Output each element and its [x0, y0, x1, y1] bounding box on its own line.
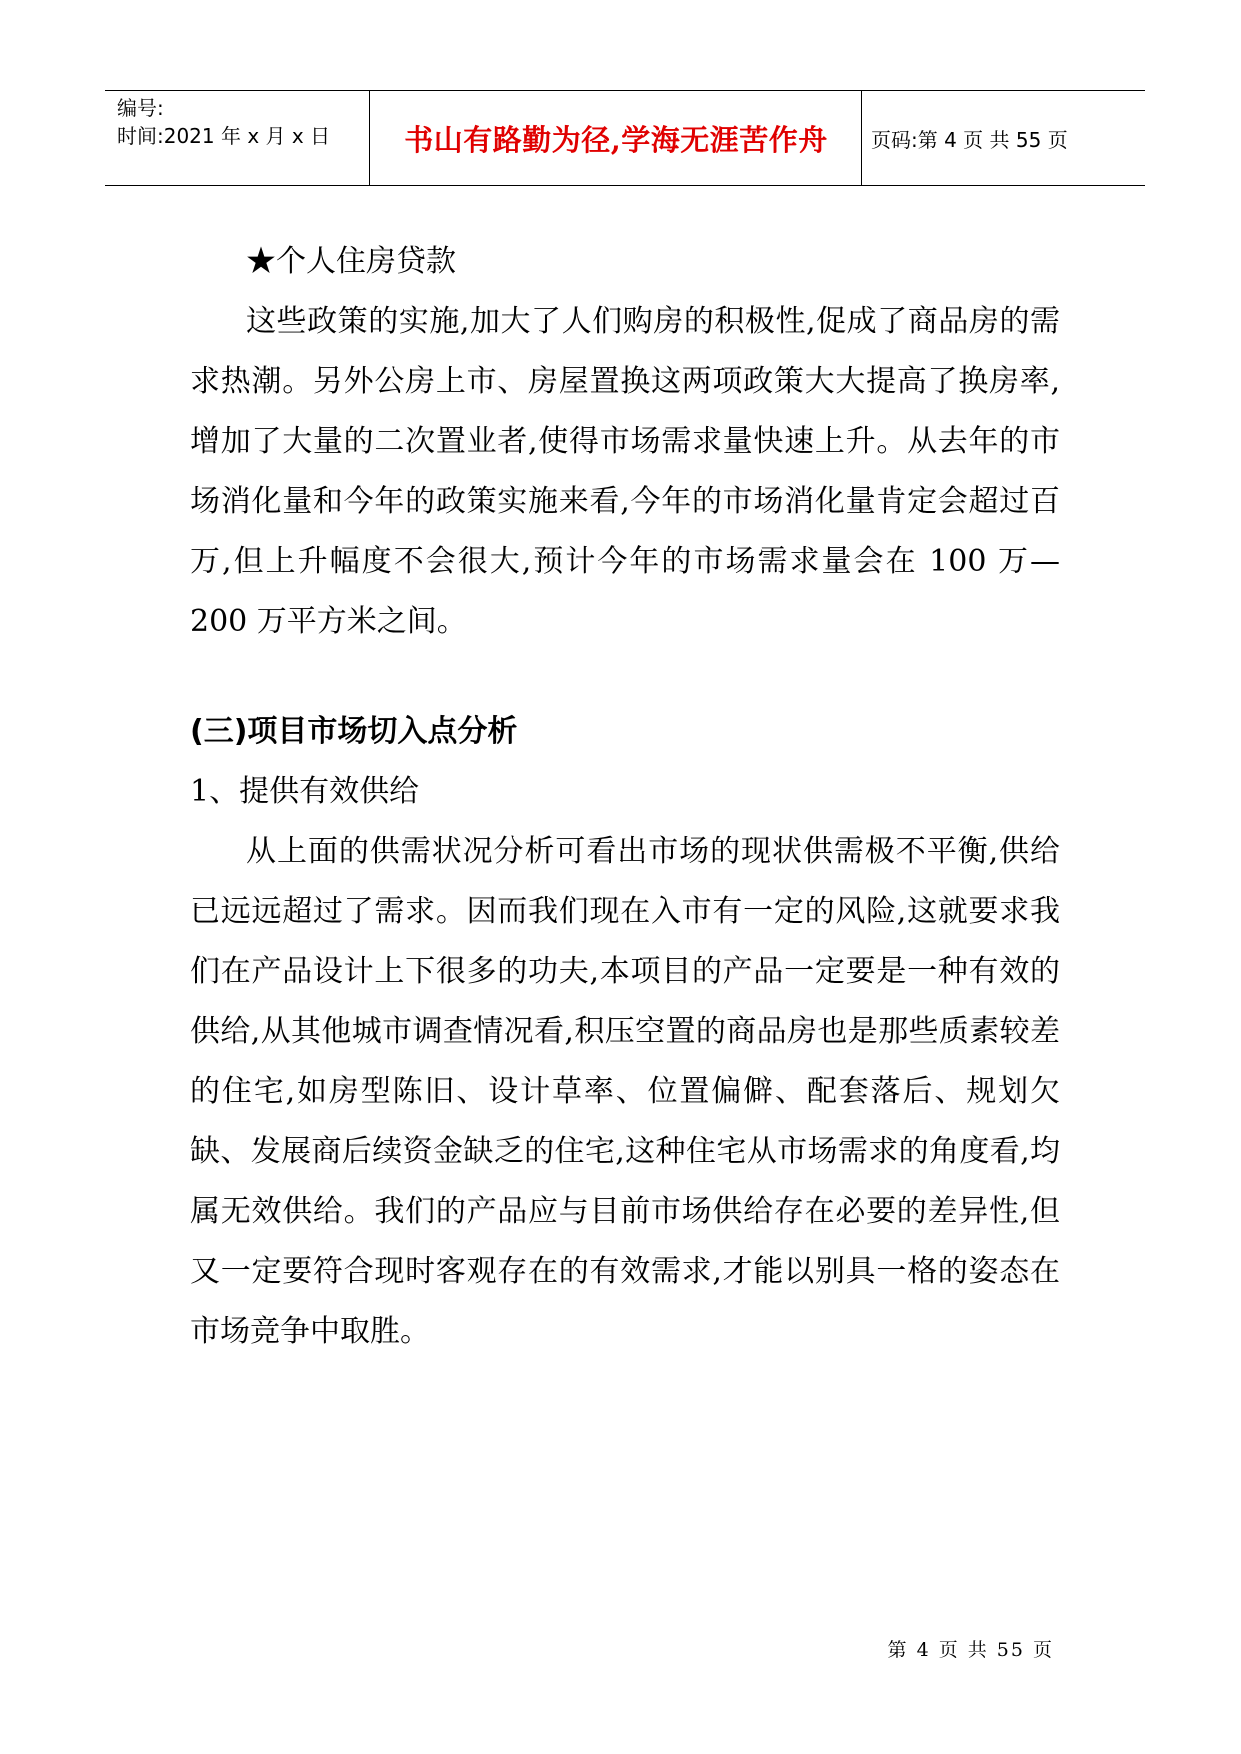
- paragraph: 从上面的供需状况分析可看出市场的现状供需极不平衡,供给已远远超过了需求。因而我们现在入市有一定的风险,这就要求我们在产品设计上下很多的功夫,本项目的产品一定要是一种有效的供给,从其他城市调查情况看,积压空置的商品房也是那些质素较差的住宅,如房型陈旧、设计草率、位置偏僻、配套落后、规划欠缺、发展商后续资金缺乏的住宅,这种住宅从市场需求的角度看,均属无效供给。我们的产品应与目前市场供给存在必要的差异性,但又一定要符合现时客观存在的有效需求,才能以别具一格的姿态在市场竞争中取胜。: [190, 834, 1060, 1349]
- header-divider: [861, 91, 862, 185]
- header-motto: 书山有路勤为径,学海无涯苦作舟: [404, 122, 828, 157]
- page-footer: 第 4 页 共 55 页: [887, 1639, 1054, 1661]
- code-label: 编号:: [117, 96, 164, 120]
- section-title: (三)项目市场切入点分析: [190, 714, 518, 749]
- header-page-info: 页码:第 4 页 共 55 页: [871, 127, 1068, 152]
- header-divider: [369, 91, 370, 185]
- paragraph: 这些政策的实施,加大了人们购房的积极性,促成了商品房的需求热潮。另外公房上市、房屋置换这两项政策大大提高了换房率,增加了大量的二次置业者,使得市场需求量快速上升。从去年的市场消化量和今年的政策实施来看,今年的市场消化量肯定会超过百万,但上升幅度不会很大,预计今年的市场需求量会在 100 万—200 万平方米之间。: [190, 304, 1060, 639]
- time-label: 时间:2021 年 x 月 x 日: [117, 124, 331, 148]
- header-meta: [117, 94, 361, 150]
- list-item-housing-loan: ★个人住房贷款: [246, 244, 456, 279]
- subheading: 1、提供有效供给: [190, 774, 420, 809]
- page-header: [105, 90, 1145, 186]
- document-body: [190, 232, 1060, 1362]
- spacer: [190, 652, 1060, 702]
